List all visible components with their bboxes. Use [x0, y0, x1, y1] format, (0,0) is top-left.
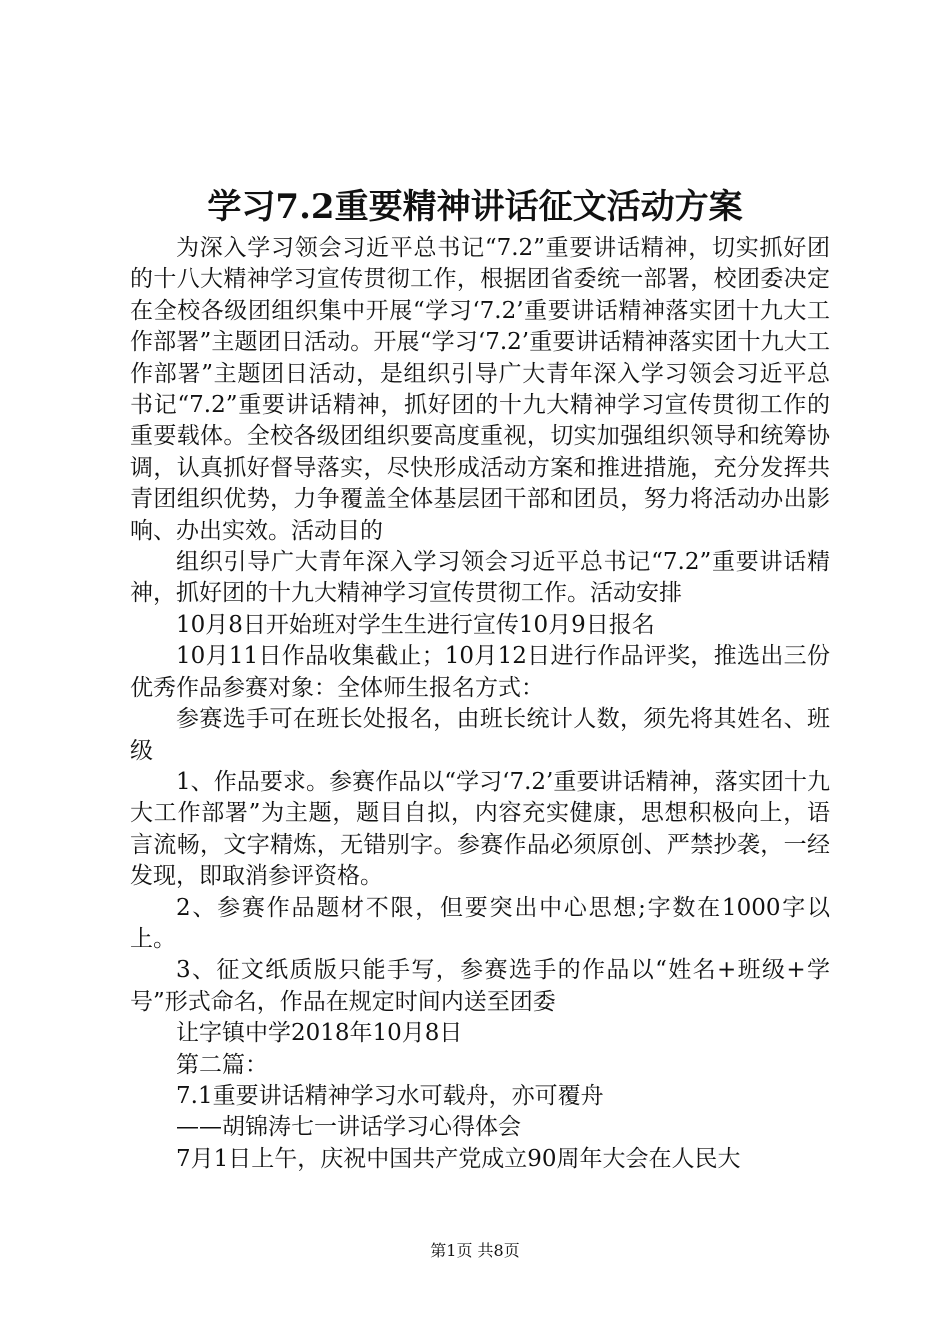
- page-number-footer: 第1页 共8页: [430, 1241, 520, 1260]
- paragraph-part-two: 第二篇：: [176, 1051, 268, 1078]
- paragraph-signature: 让字镇中学2018年10月8日: [176, 1020, 463, 1047]
- paragraph-requirement-1: 1、作品要求。参赛作品以“学习‘7.2’重要讲话精神，落实团十九大工作部署”为主题，题目自拟，内容充实健康，思想积极向上，语言流畅，文字精炼，无错别字。参赛作品必须原创、严禁抄袭，一经发现，即取消参评资格。: [130, 768, 830, 890]
- paragraph-schedule-1: 10月8日开始班对学生生进行宣传10月9日报名: [176, 611, 655, 638]
- paragraph-requirement-2: 2、参赛作品题材不限，但要突出中心思想;字数在1000字以上。: [130, 894, 830, 952]
- paragraph-signup: 参赛选手可在班长处报名，由班长统计人数，须先将其姓名、班级: [130, 706, 830, 764]
- paragraph-intro: 为深入学习领会习近平总书记“7.2”重要讲话精神，切实抓好团的十八大精神学习宣传贯彻工作，根据团省委统一部署，校团委决定在全校各级团组织集中开展“学习‘7.2’重要讲话精神落实团十九大工作部署”主题团日活动。开展“学习‘7.2’重要讲话精神落实团十九大工作部署”主题团日活动，是组织引导广大青年深入学习领会习近平总书记“7.2”重要讲话精神，抓好团的十九大精神学习宣传贯彻工作的重要载体。全校各级团组织要高度重视，切实加强组织领导和统筹协调，认真抓好督导落实，尽快形成活动方案和推进措施，充分发挥共青团组织优势，力争覆盖全体基层团干部和团员，努力将活动办出影响、办出实效。活动目的: [130, 235, 830, 544]
- document-title: 学习7.2重要精神讲话征文活动方案: [207, 187, 743, 227]
- document-body: [130, 233, 830, 1175]
- paragraph-requirement-3: 3、征文纸质版只能手写，参赛选手的作品以“姓名+班级+学号”形式命名，作品在规定时间内送至团委: [130, 957, 830, 1015]
- paragraph-subtitle: 7.1重要讲话精神学习水可载舟，亦可覆舟: [176, 1082, 604, 1109]
- paragraph-purpose: 组织引导广大青年深入学习领会习近平总书记“7.2”重要讲话精神，抓好团的十九大精神学习宣传贯彻工作。活动安排: [130, 549, 830, 607]
- paragraph-subtitle-2: ——胡锦涛七一讲话学习心得体会: [176, 1114, 521, 1141]
- paragraph-final: 7月1日上午，庆祝中国共产党成立90周年大会在人民大: [176, 1145, 741, 1172]
- paragraph-schedule-2: 10月11日作品收集截止；10月12日进行作品评奖，推选出三份优秀作品参赛对象：全体师生报名方式：: [130, 643, 830, 701]
